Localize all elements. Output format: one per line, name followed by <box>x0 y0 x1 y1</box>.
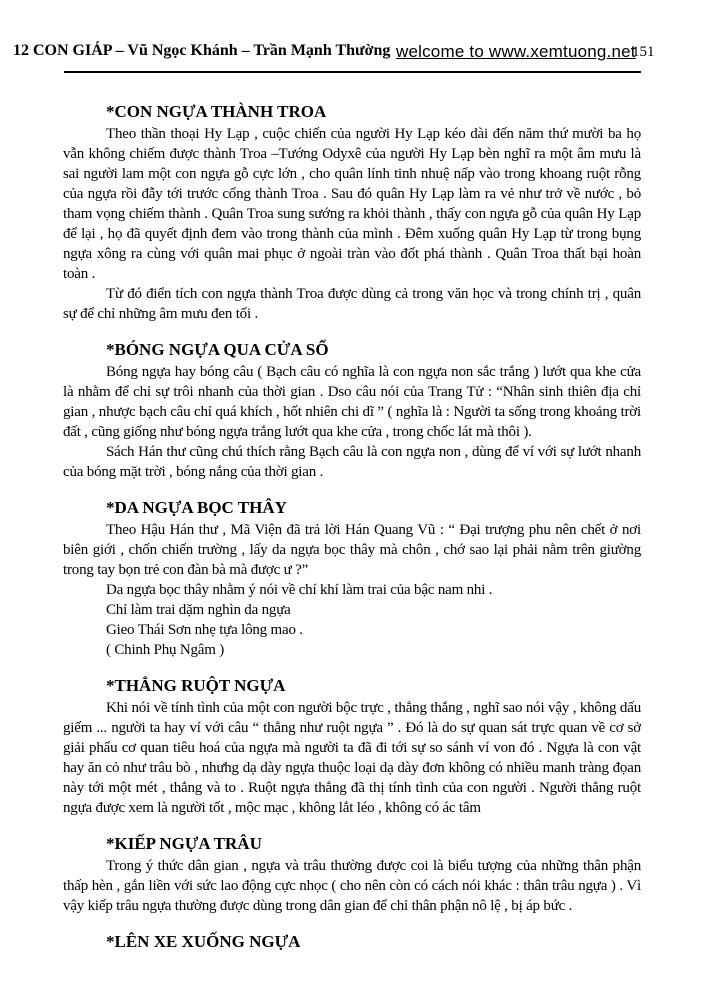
paragraph: Từ đó điển tích con ngựa thành Troa được dùng cả trong văn học và trong chính trị , quân sự để chỉ những âm mưu đen tối . <box>63 286 641 322</box>
section-da-ngua-boc-thay <box>63 496 641 660</box>
paragraph: Trong ý thức dân gian , ngựa và trâu thường được coi là biểu tượng của những thân phận thấp hèn , gắn liền với sức lao động cực nhọc ( cho nên còn có cách nói khác : thân trâu ngựa ) . Vì vậy kiếp trâu ngựa thường được dùng trong dân gian để chỉ thân phận nô lệ , bị áp bức . <box>63 858 641 914</box>
book-title: 12 CON GIÁP – Vũ Ngọc Khánh – Trần Mạnh Thường <box>13 42 391 59</box>
verse-line: Chỉ làm trai dặm nghìn da ngựa <box>106 602 291 618</box>
paragraph: Khi nói về tính tình của một con người bộc trực , thẳng thắng , nghĩ sao nói vậy , không dấu giếm ... người ta hay ví với câu “ thẳng như ruột ngựa ” . Đó là do sự quan sát trực quan về cơ sở giải phẩu cơ quan tiêu hoá của ngựa mà người ta đã đi tới sự so sánh ví von đó . Ngựa là con vật hay ăn cỏ như trâu bò , nhưhg dạ dày ngựa thuộc loại dạ dày đơn không có nhiều manh tràng đọan này tới một mét , thẳng và to . Ruột ngựa thẳng đã thị tính tình của con người . Người thẳng ruột ngựa được xem là người tốt , mộc mạc , không lắt léo , không có ác tâm <box>63 700 641 816</box>
page-content <box>63 72 641 994</box>
section-heading: *CON NGỰA THÀNH TROA <box>106 102 327 121</box>
section-heading: *KIẾP NGỰA TRÂU <box>106 834 262 853</box>
paragraph: Theo Hậu Hán thư , Mã Viện đã trả lời Hán Quang Vũ : “ Đại trượng phu nên chết ở nơi biên giới , chốn chiến trường , lấy da ngựa bọc thây mà chôn , chớ sao lại phải nằm trên giường trong tay bọn trẻ con đàn bà mà được ư ?” <box>63 522 641 578</box>
section-heading: *DA NGỰA BỌC THÂY <box>106 498 287 517</box>
section-kiep-ngua-trau <box>63 832 641 916</box>
verse-line: Gieo Thái Sơn nhẹ tựa lông mao . <box>106 622 303 638</box>
paragraph: Bóng ngựa hay bóng câu ( Bạch câu có nghĩa là con ngựa non sắc trắng ) lướt qua khe cửa là nhằm để chỉ sự trôi nhanh của thời gian . Dso câu nói của Trang Tử : “Nhân sinh thiên địa chỉ gian , nhược bạch câu chỉ quá khích , hốt nhiên chi dĩ ” ( nghĩa là : Người ta sống trong khoảng trời đất , cũng giống như bóng ngựa trắng lướt qua khe cửa , trong chốc lát mà thôi ). <box>63 364 641 440</box>
section-thang-ruot-ngua <box>63 674 641 818</box>
section-heading: *BÓNG NGỰA QUA CỬA SỔ <box>106 340 329 359</box>
page-header <box>0 0 702 72</box>
page-number: 151 <box>632 44 655 60</box>
paragraph: Theo thần thoại Hy Lạp , cuộc chiến của người Hy Lạp kéo dài đến năm thứ mười ba họ vẫn không chiếm được thành Troa –Tướng Odyxê của người Hy Lạp bèn nghĩ ra một âm mưu là sai người lam một con ngựa gỗ cực lớn , cho quân lính tinh nhuệ nấp vào trong khoang ruột rỗng của ngựa rồi đẫy tới trước cổng thành Troa . Sau đó quân Hy Lạp làm ra vẻ như trở về nước , bỏ tham vọng chiếm thành . Quân Troa sung sướng ra khỏi thành , thấy con ngựa gỗ của quân Hy Lạp để lại , họ đã quyết định đem vào trong thành của mình . Đêm xuống quân Hy Lạp từ trong bụng ngựa xông ra cùng với quân mai phục ở ngoài tràn vào đốt phá thành . Quân Troa thất bại hoàn toàn . <box>63 126 641 282</box>
paragraph: Da ngựa bọc thây nhằm ý nói về chí khí làm trai của bậc nam nhi . <box>106 582 493 598</box>
section-heading: *LÊN XE XUỐNG NGỰA <box>106 932 301 951</box>
verse-attribution: ( Chinh Phụ Ngâm ) <box>106 642 225 658</box>
section-con-ngua-thanh-troa <box>63 100 641 324</box>
section-heading: *THẲNG RUỘT NGỰA <box>106 676 286 695</box>
section-len-xe-xuong-ngua <box>63 930 641 954</box>
site-link[interactable]: welcome to www.xemtuong.net <box>396 42 636 61</box>
paragraph: Sách Hán thư cũng chú thích rằng Bạch câu là con ngựa non , dùng để ví với sự lướt nhanh của bóng mặt trời , bóng nắng của thời gian . <box>63 444 641 480</box>
section-bong-ngua-qua-cua-so <box>63 338 641 482</box>
